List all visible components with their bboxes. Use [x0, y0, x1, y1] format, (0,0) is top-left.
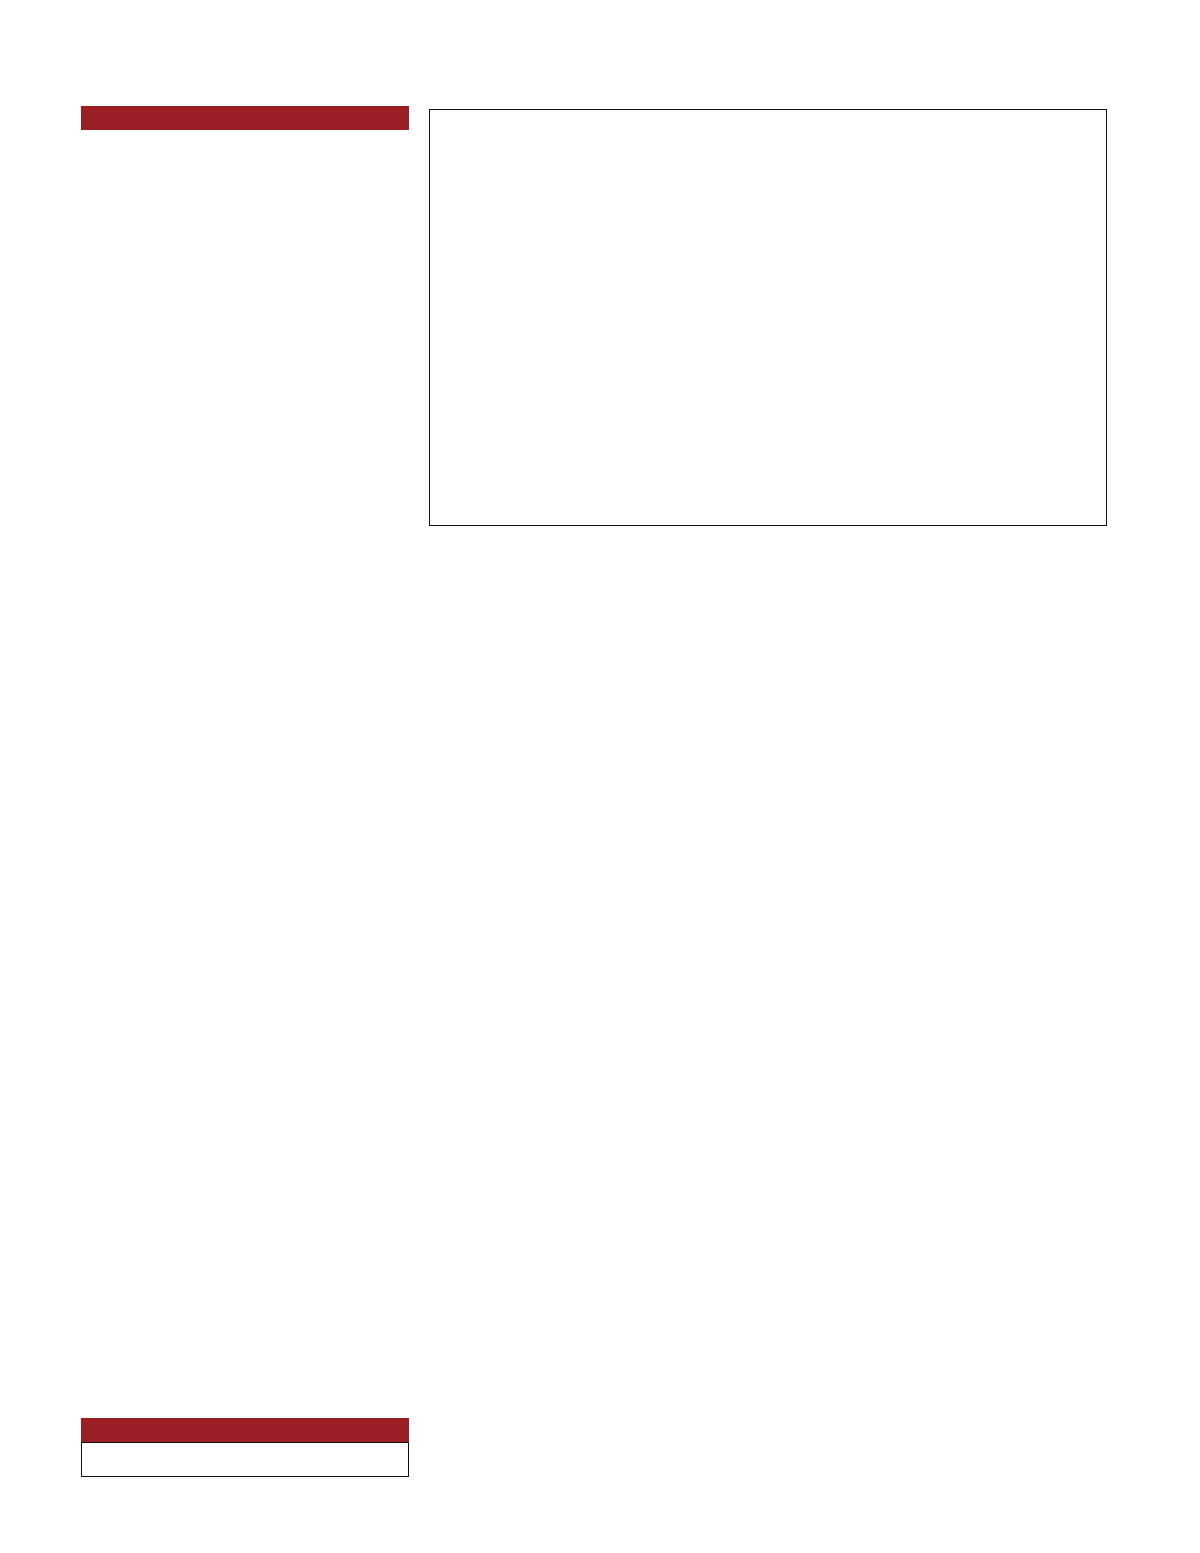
left-column — [79, 295, 408, 299]
stud-analysis-box — [81, 1442, 409, 1477]
race-record-header — [81, 106, 409, 130]
inbreeding-note — [430, 511, 438, 525]
family-column — [779, 545, 1107, 549]
pedigree-chart — [429, 109, 1107, 526]
stud-analysis-header — [81, 1418, 409, 1442]
page-footer — [80, 1503, 88, 1521]
